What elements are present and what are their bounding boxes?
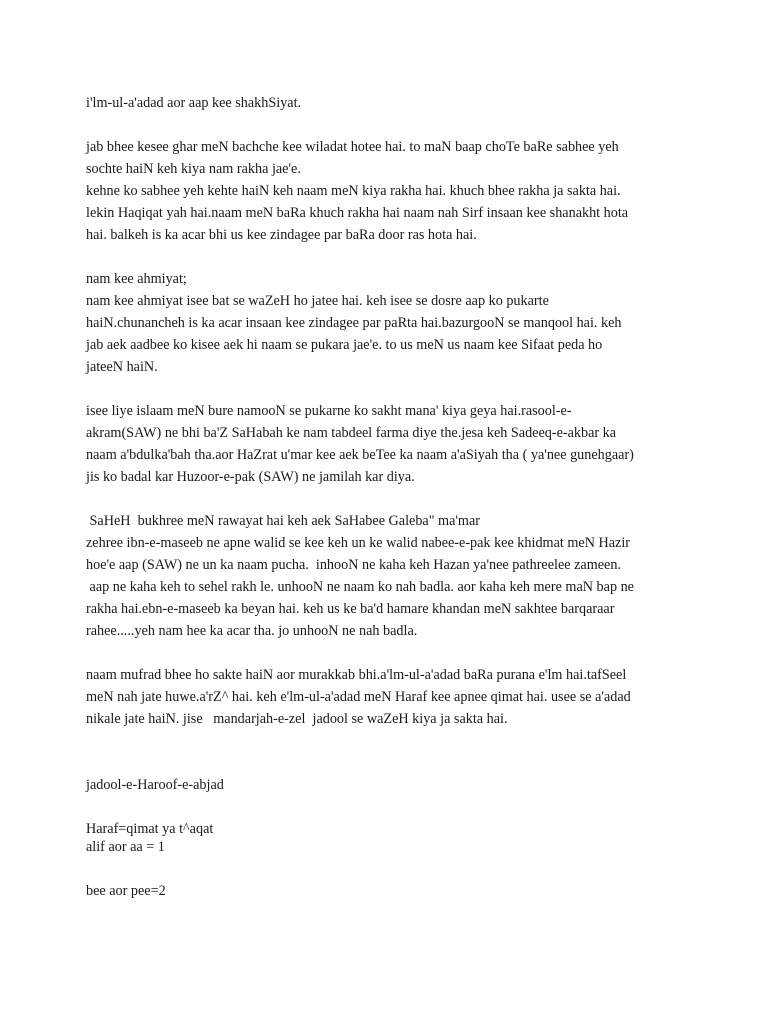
paragraph-line: rahee.....yeh nam hee ka acar tha. jo unhooN ne nah badla. <box>86 623 418 639</box>
paragraph-line: haiN.chunancheh is ka acar insaan kee zindagee par paRta hai.bazurgooN se manqool hai. keh <box>86 315 622 331</box>
table-heading: jadool-e-Haroof-e-abjad <box>86 777 224 793</box>
paragraph-line: naam a'bdulka'bah tha.aor HaZrat u'mar kee aek beTee ka naam a'aSiyah tha ( ya'nee gunehgaar) <box>86 447 634 463</box>
section-heading: nam kee ahmiyat; <box>86 271 187 287</box>
paragraph-line: jab aek aadbee ko kisee aek hi naam se pukara jae'e. to us meN us naam kee Sifaat peda ho <box>86 337 603 353</box>
paragraph-line: kehne ko sabhee yeh kehte haiN keh naam meN kiya rakha hai. khuch bhee rakha ja sakta hai. <box>86 183 621 199</box>
document-title: i'lm-ul-a'adad aor aap kee shakhSiyat. <box>86 95 302 111</box>
paragraph-line: akram(SAW) ne bhi ba'Z SaHabah ke nam tabdeel farma diye the.jesa keh Sadeeq-e-akbar ka <box>86 425 617 441</box>
paragraph-line: hoe'e aap (SAW) ne un ka naam pucha. inhooN ne kaha keh Hazan ya'nee pathreelee zameen. <box>86 557 621 573</box>
paragraph-line: isee liye islaam meN bure namooN se pukarne ko sakht mana' kiya geya hai.rasool-e- <box>86 403 572 419</box>
table-header: Haraf=qimat ya t^aqat <box>86 821 214 837</box>
paragraph-line: jis ko badal kar Huzoor-e-pak (SAW) ne jamilah kar diya. <box>86 469 415 485</box>
paragraph-line: jateeN haiN. <box>86 359 158 375</box>
paragraph-line: SaHeH bukhree meN rawayat hai keh aek SaHabee Galeba" ma'mar <box>86 513 480 529</box>
paragraph-line: hai. balkeh is ka acar bhi us kee zindagee par baRa door ras hota hai. <box>86 227 477 243</box>
table-row: bee aor pee=2 <box>86 883 166 899</box>
paragraph-line: sochte haiN keh kiya nam rakha jae'e. <box>86 161 301 177</box>
paragraph-line: meN nah jate huwe.a'rZ^ hai. keh e'lm-ul-a'adad meN Haraf kee apnee qimat hai. usee se a'adad <box>86 689 631 705</box>
table-row: alif aor aa = 1 <box>86 839 165 855</box>
paragraph-line: aap ne kaha keh to sehel rakh le. unhooN ne naam ko nah badla. aor kaha keh mere maN bap ne <box>86 579 634 595</box>
paragraph-line: rakha hai.ebn-e-maseeb ka beyan hai. keh us ke ba'd hamare khandan meN sakhtee barqaraar <box>86 601 615 617</box>
paragraph-line: jab bhee kesee ghar meN bachche kee wiladat hotee hai. to maN baap choTe baRe sabhee yeh <box>86 139 619 155</box>
paragraph-line: nam kee ahmiyat isee bat se waZeH ho jatee hai. keh isee se dosre aap ko pukarte <box>86 293 549 309</box>
paragraph-line: lekin Haqiqat yah hai.naam meN baRa khuch rakha hai naam nah Sirf insaan kee shanakht hota <box>86 205 629 221</box>
paragraph-line: nikale jate haiN. jise mandarjah-e-zel jadool se waZeH kiya ja sakta hai. <box>86 711 508 727</box>
paragraph-line: naam mufrad bhee ho sakte haiN aor murakkab bhi.a'lm-ul-a'adad baRa purana e'lm hai.tafSeel <box>86 667 627 683</box>
paragraph-line: zehree ibn-e-maseeb ne apne walid se kee keh un ke walid nabee-e-pak kee khidmat meN Hazir <box>86 535 630 551</box>
